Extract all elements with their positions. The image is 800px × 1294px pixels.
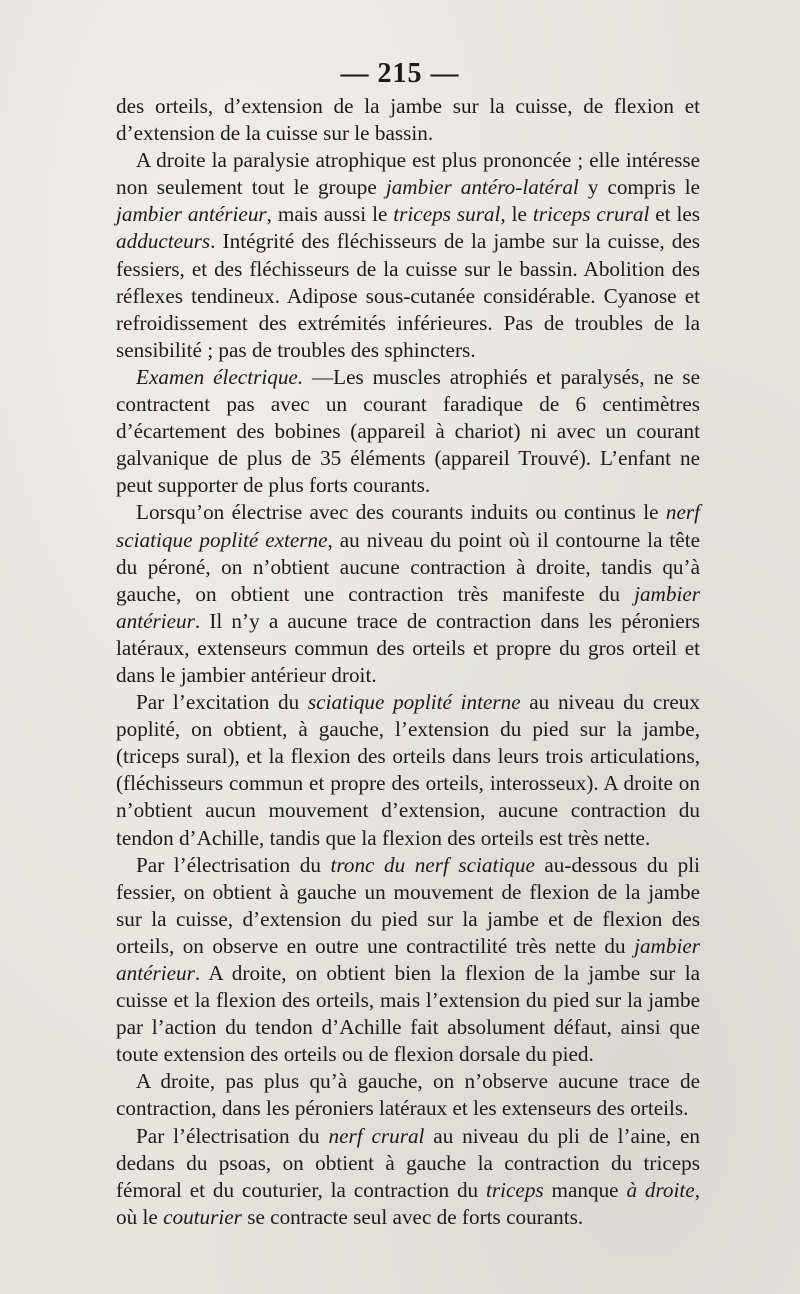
italic-term: jambier antéro-latéral <box>385 175 579 200</box>
italic-term: à droite <box>626 1177 695 1202</box>
text-run: au-dessous du pli fessier, on obtient à gauche un mouvement de flexion de la jambe sur la cuisse, d’extension du pied sur la jambe et de flexion des orteils, on observe en outre une contractilité très nette du <box>116 852 701 958</box>
italic-term: sciatique poplité interne <box>307 690 521 715</box>
italic-term: jambier antérieur <box>116 933 700 985</box>
paragraph <box>116 852 700 1069</box>
italic-term: jambier antérieur <box>116 581 700 633</box>
text-run: se contracte seul avec de forts courants. <box>241 1204 584 1229</box>
text-run: Par l’électrisation du <box>136 852 331 877</box>
text-run: A droite la paralysie atrophique est plus prononcée ; elle intéresse non seulement tout le groupe <box>116 148 700 200</box>
italic-term: triceps <box>486 1177 544 1202</box>
page-number: — 215 — <box>340 58 460 89</box>
text-run: Par l’électrisation du <box>136 1123 329 1148</box>
text-run: . Intégrité des fléchisseurs de la jambe sur la cuisse, des fessiers, et des fléchisseurs de la cuisse sur le bassin. Abolition des réflexes tendineux. Adipose sous-cutanée considérable. Cyanose et refroidissement des extrémités inférieures. Pas de troubles de la sensibilité ; pas de troubles des sphincters. <box>116 229 700 362</box>
body-text <box>116 93 700 1231</box>
text-run: —Les muscles atrophiés et paralysés, ne se contractent pas avec un courant faradique de 6 centimètres d’écartement des bobines (appareil à chariot) ni avec un courant galvanique de plus de 35 éléments (appareil Trouvé). L’enfant ne peut supporter de plus forts courants. <box>116 364 700 498</box>
text-run: . Il n’y a aucune trace de contraction dans les péroniers latéraux, extenseurs commun des orteils et propre du gros orteil et dans le jambier antérieur droit. <box>116 608 700 687</box>
text-run: y compris le <box>578 175 700 200</box>
italic-term: tronc du nerf sciatique <box>330 852 535 877</box>
paragraph <box>116 1068 700 1122</box>
italic-term: jambier antérieur <box>116 202 267 227</box>
paragraph <box>116 1123 700 1231</box>
paragraph <box>116 147 700 364</box>
text-run: A droite, pas plus qu’à gauche, on n’observe aucune trace de contraction, dans les péroniers latéraux et les extenseurs des orteils. <box>116 1069 700 1121</box>
paragraph <box>116 499 700 689</box>
italic-term: Examen électrique. <box>136 364 304 389</box>
text-run: , où le <box>116 1177 700 1229</box>
text-run: , le <box>500 202 533 227</box>
italic-term: nerf sciatique poplité externe <box>116 500 700 552</box>
italic-term: nerf crural <box>328 1123 425 1148</box>
paragraph <box>116 689 700 852</box>
paragraph <box>116 93 700 147</box>
italic-term: triceps sural <box>393 202 501 227</box>
paragraph <box>116 364 700 499</box>
text-run: , au niveau du point où il contourne la tête du péroné, on n’obtient aucune contraction à droite, tandis qu’à gauche, on obtient une contraction très manifeste du <box>116 527 700 606</box>
text-run: des orteils, d’extension de la jambe sur la cuisse, de flexion et d’extension de la cuisse sur le bassin. <box>116 94 700 146</box>
italic-term: adducteurs <box>116 229 211 254</box>
text-run: au niveau du pli de l’aine, en dedans du psoas, on obtient à gauche la contraction du triceps fémoral et du couturier, la contraction du <box>116 1123 700 1202</box>
text-run: manque <box>543 1177 627 1202</box>
italic-term: couturier <box>163 1204 242 1229</box>
text-run: Lorsqu’on électrise avec des courants induits ou continus le <box>136 500 666 525</box>
text-run: . A droite, on obtient bien la flexion de la jambe sur la cuisse et la flexion des orteils, mais l’extension du pied sur la jambe par l’action du tendon d’Achille fait absolument défaut, ainsi que toute extension des orteils ou de flexion dorsale du pied. <box>116 961 700 1067</box>
text-run: au niveau du creux poplité, on obtient, à gauche, l’extension du pied sur la jambe, (triceps sural), et la flexion des orteils dans leurs trois articulations, (fléchisseurs commun et propre des orteils, interosseux). A droite on n’obtient aucun mouvement d’extension, aucune contraction du tendon d’Achille, tandis que la flexion des orteils est très nette. <box>116 690 700 850</box>
text-run: , mais aussi le <box>266 202 394 227</box>
italic-term: triceps crural <box>532 202 650 227</box>
text-run: Par l’excitation du <box>136 690 308 715</box>
text-run: et les <box>649 202 701 227</box>
